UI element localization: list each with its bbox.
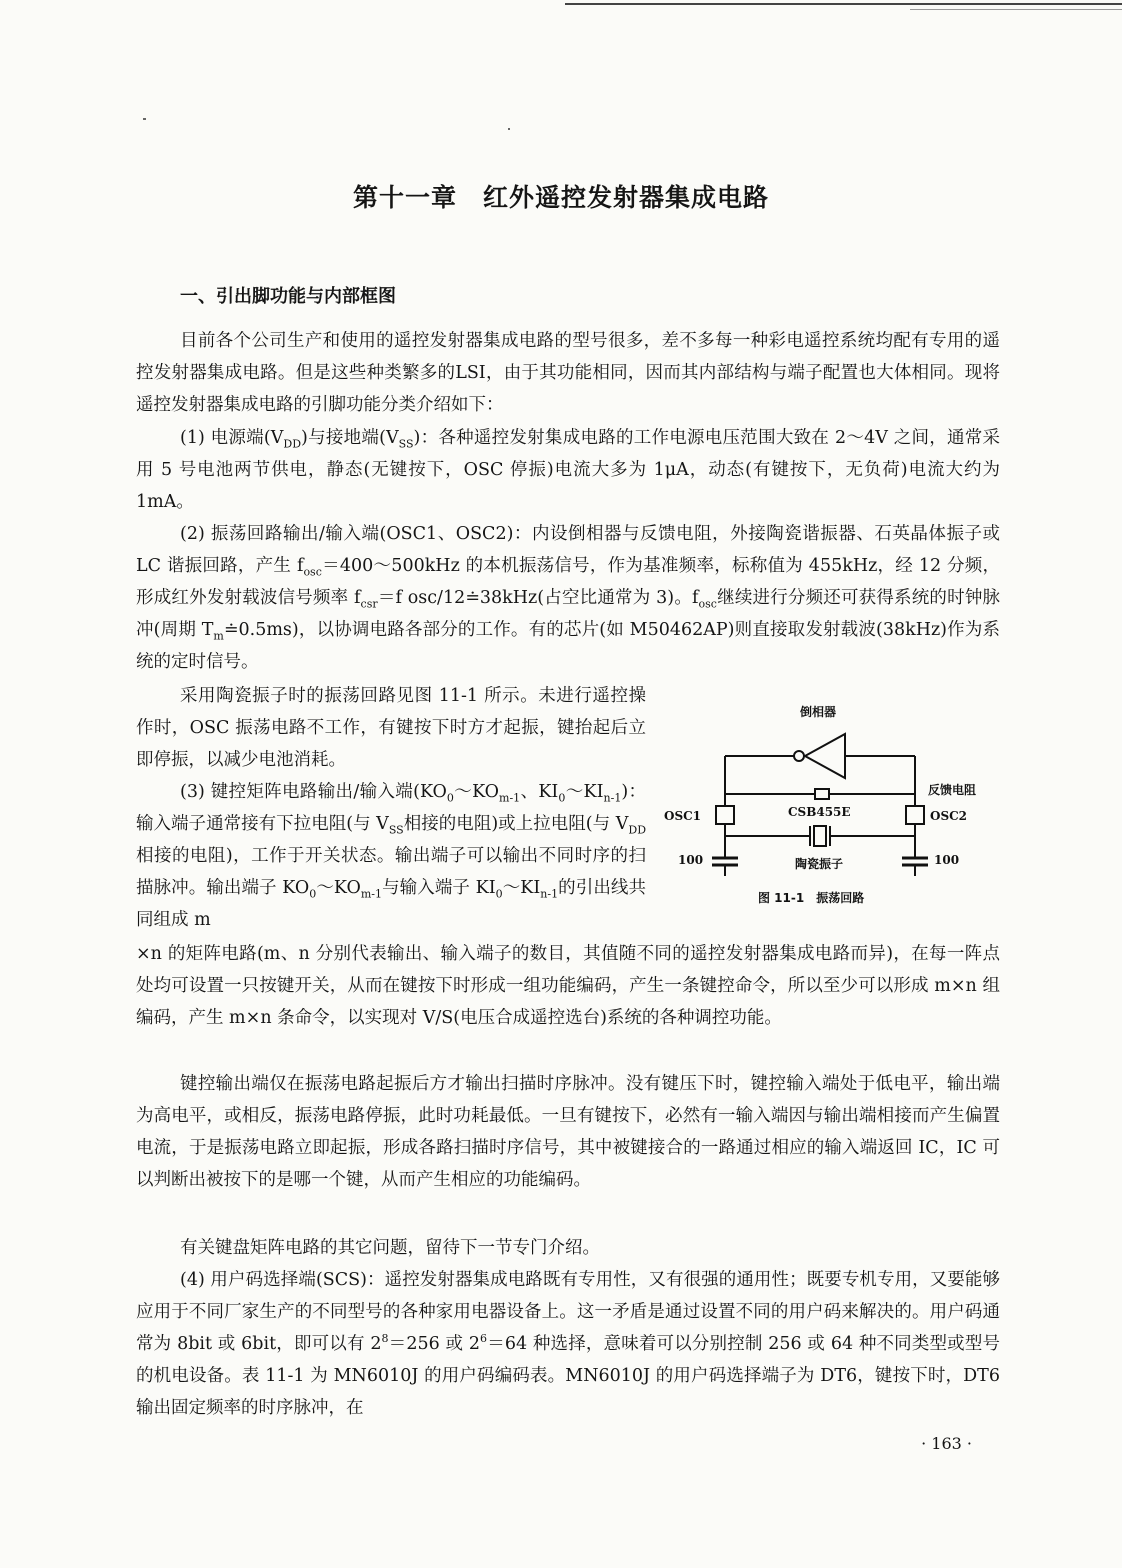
osc2-pin-box bbox=[906, 806, 924, 824]
osc2-label: OSC2 bbox=[930, 809, 968, 823]
paragraph-matrix-continued: ×n 的矩阵电路(m、n 分别代表输出、输入端子的数目，其值随不同的遥控发射器集成电路而异)，在每一阵点处均可设置一只按键开关，从而在键按下时形成一组功能编码，产生一条键控命令，所以至少可以形成 m×n 组编码，产生 m×n 条命令，以实现对 V/S(电压合成遥控选台)系统的各种调控功能。 bbox=[136, 944, 1000, 1028]
scan-top-rule bbox=[565, 3, 1122, 5]
figure-caption: 图 11-1 振荡回路 bbox=[758, 891, 865, 905]
inverter-label: 倒相器 bbox=[800, 705, 837, 719]
paragraph-user-code: (4) 用户码选择端(SCS)：遥控发射器集成电路既有专用性，又有很强的通用性；既要专机专用，又要能够应用于不同厂家生产的不同型号的各种家用电器设备上。这一矛盾是通过设置不同的用户码来解决的。用户码通常为 8bit 或 6bit，即可以有 $2^8=256$ 或 $2^6=64$ 种选择，意味着可以分别控制 256 或 64 种不同类型或型号的机电设备。表 11-1 为 MN6010J 的用户码编码表。MN6010J 的用户码选择端子为 DT6，键按下时，DT6 输出固定频率的时序脉冲，在 bbox=[136, 1270, 1000, 1418]
cap-left-value: 100 bbox=[678, 853, 704, 867]
paragraph-next-section-note: 有关键盘矩阵电路的其它问题，留待下一节专门介绍。 bbox=[180, 1238, 600, 1258]
paragraph-scan-pulse: 键控输出端仅在振荡电路起振后方才输出扫描时序脉冲。没有键压下时，键控输入端处于低电平，输出端为高电平，或相反，振荡电路停振，此时功耗最低。一旦有键按下，必然有一输入端因与输出端相接而产生偏置电流，于是振荡电路立即起振，形成各路扫描时序信号，其中被键接合的一路通过相应的输入端返回 IC，IC 可以判断出被按下的是哪一个键，从而产生相应的功能编码。 bbox=[136, 1074, 1000, 1190]
paragraph-key-matrix: (3) 键控矩阵电路输出/输入端($KO_0\sim KO_{m-1}$、$KI_0\sim KI_{n-1}$)：输入端子通常接有下拉电阻(与 $V_{SS}$相接的电阻)或上拉电阻(与 $V_{DD}$相接的电阻)，工作于开关状态。输出端子可以输出不同时序的扫描脉冲。输出端子 $KO_0\sim KO_{m-1}$与输入端子 $KI_0\sim KI_{n-1}$的引出线共同组成 m bbox=[136, 782, 647, 930]
scan-top-rule-2 bbox=[910, 9, 1122, 10]
feedback-resistor-symbol bbox=[815, 789, 829, 799]
paragraph-power-pins: (1) 电源端$(V_{DD})$与接地端$(V_{SS})$：各种遥控发射集成电路的工作电源电压范围大致在 2～4V 之间，通常采用 5 号电池两节供电，静态(无键按下，OSC 停振)电流大多为 1μA，动态(有键按下，无负荷)电流大约为 1mA。 bbox=[136, 428, 1001, 512]
crystal-body bbox=[814, 826, 826, 846]
inverter-bubble bbox=[794, 751, 804, 761]
inverter-symbol bbox=[805, 734, 845, 778]
cap-right-value: 100 bbox=[934, 853, 960, 867]
page-number: · 163 · bbox=[921, 1434, 972, 1453]
paragraph-intro: 目前各个公司生产和使用的遥控发射器集成电路的型号很多，差不多每一种彩电遥控系统均配有专用的遥控发射器集成电路。但是这些种类繁多的LSI，由于其功能相同，因而其内部结构与端子配置也大体相同。现将遥控发射器集成电路的引脚功能分类介绍如下： bbox=[136, 331, 1000, 415]
scan-speck bbox=[143, 118, 146, 120]
osc1-label: OSC1 bbox=[664, 809, 702, 823]
scan-speck bbox=[508, 128, 510, 130]
crystal-model-label: CSB455E bbox=[788, 805, 851, 819]
paragraph-ceramic-resonator: 采用陶瓷振子时的振荡回路见图 11-1 所示。未进行遥控操作时，OSC 振荡电路不工作，有键按下时方才起振，键抬起后立即停振，以减少电池消耗。 bbox=[136, 686, 646, 770]
ceramic-resonator-label: 陶瓷振子 bbox=[795, 857, 844, 871]
osc1-pin-box bbox=[716, 806, 734, 824]
paragraph-oscillator-pins: (2) 振荡回路输出/输入端(OSC1、OSC2)：内设倒相器与反馈电阻，外接陶瓷谐振器、石英晶体振子或 LC 谐振回路，产生 $f_{osc}=400\sim 500kHz$ 的本机振荡信号，作为基准频率，标称值为 455kHz，经 12 分频，形成红外发射载波信号频率 $f_{csr}=f$ osc/12≐38kHz(占空比通常为 3)。$f_{osc}$继续进行分频还可获得系统的时钟脉冲(周期 $T_m≐0.5ms$)，以协调电路各部分的工作。有的芯片(如 M50462AP)则直接取发射载波(38kHz)作为系统的定时信号。 bbox=[136, 524, 1001, 672]
chapter-title: 第十一章 红外遥控发射器集成电路 bbox=[352, 183, 769, 212]
figure-oscillator-circuit bbox=[660, 698, 1000, 913]
oscillator-circuit-diagram bbox=[660, 698, 1000, 913]
section-title: 一、引出脚功能与内部框图 bbox=[180, 286, 396, 307]
feedback-resistor-label: 反馈电阻 bbox=[928, 783, 977, 797]
